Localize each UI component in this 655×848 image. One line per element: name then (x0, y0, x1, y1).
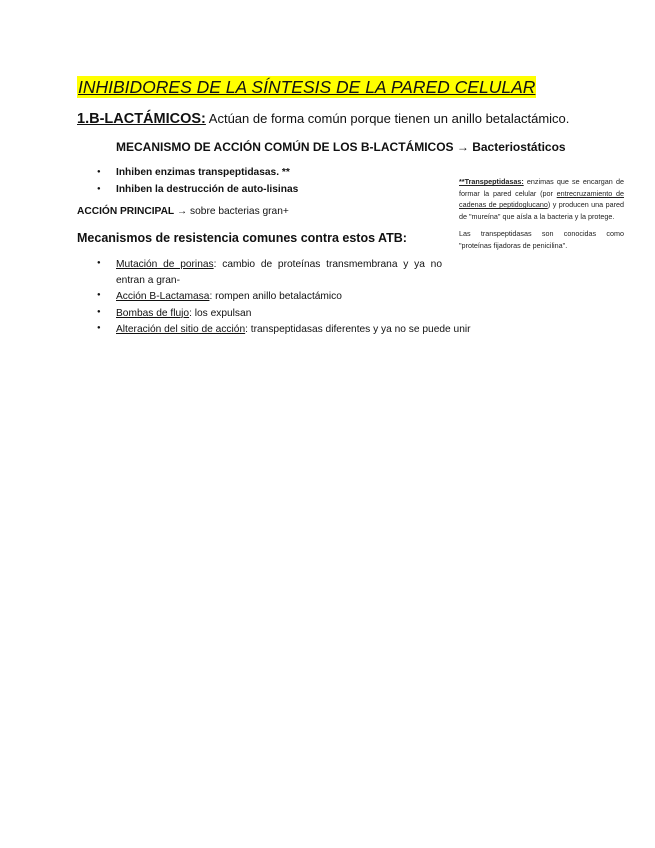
list-item: ● Inhiben la destrucción de auto-lisinas (97, 183, 298, 200)
side-note-underlined: entrecruzamiento de cadenas de peptidoglucano (459, 188, 624, 210)
page-title: INHIBIDORES DE LA SÍNTESIS DE LA PARED CELULAR (78, 77, 536, 97)
mechanism-list (97, 166, 298, 200)
main-action-label: ACCIÓN PRINCIPAL (77, 206, 175, 217)
side-note-text: ) y producen una pared de "mureína" que aísla a la bacteria y la protege. (459, 200, 624, 221)
section-heading: 1.B-LACTÁMICOS: (77, 111, 206, 127)
resistance-desc: : los expulsan (189, 307, 252, 319)
list-item (97, 289, 442, 305)
resistance-term: Acción B-Lactamasa (116, 291, 210, 302)
side-note-text: enzimas que se encargan de formar la pared celular (por (459, 177, 624, 198)
side-note-heading: **Transpeptidasas: (459, 177, 524, 186)
resistance-term: Mutación de porinas (116, 259, 214, 270)
side-note-paragraph (459, 176, 624, 222)
list-item: ● Inhiben enzimas transpeptidasas. ** (97, 166, 298, 183)
main-action (77, 206, 289, 217)
resistance-heading: Mecanismos de resistencia comunes contra estos ATB: (77, 231, 407, 245)
section-intro-text: Actúan de forma común porque tienen un anillo betalactámico. (205, 111, 570, 126)
main-action-text: → sobre bacterias gran+ (174, 206, 289, 217)
resistance-term: Alteración del sitio de acción (116, 324, 246, 335)
resistance-list (97, 257, 471, 339)
resistance-desc: : cambio de proteínas transmembrana y ya no entran a gran- (116, 259, 442, 286)
side-note-paragraph: Las transpeptidasas son conocidas como "proteínas fijadoras de penicilina". (459, 229, 624, 250)
list-item (97, 322, 471, 338)
resistance-term: Bombas de flujo (116, 307, 190, 319)
mechanism-heading: MECANISMO DE ACCIÓN COMÚN DE LOS B-LACTÁMICOS → Bacteriostáticos (116, 140, 566, 154)
list-item (97, 306, 442, 322)
resistance-desc: : rompen anillo betalactámico (209, 291, 342, 302)
section-beta-lactamicos (77, 111, 569, 127)
side-note (459, 176, 624, 258)
list-item (97, 257, 442, 288)
resistance-desc: : transpeptidasas diferentes y ya no se puede unir (245, 324, 471, 335)
